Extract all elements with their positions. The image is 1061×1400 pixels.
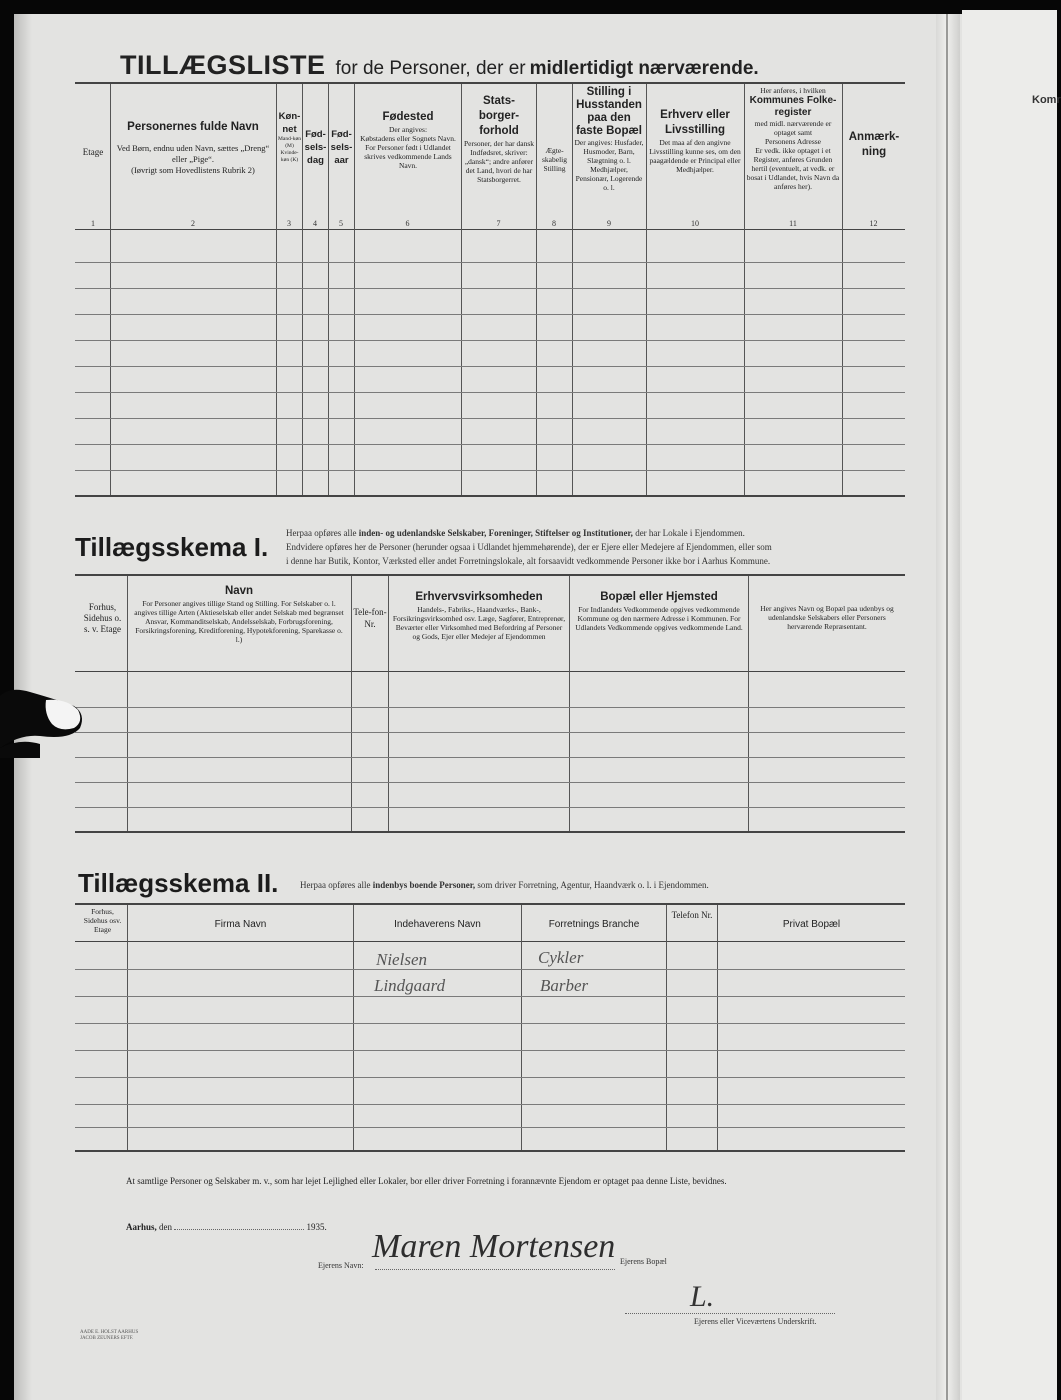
skema2-col-divider <box>521 905 522 1150</box>
table-row-owner: Nielsen <box>376 950 427 969</box>
skema2-col-divider <box>666 905 667 1150</box>
col-num: 4 <box>313 219 317 228</box>
table-row-owner: Lindgaard <box>374 976 446 995</box>
col-num: 11 <box>789 219 797 228</box>
main-col-divider <box>646 84 647 495</box>
col-household: Stilling i Husstanden paa den faste Bopæl Der angives: Husfader, Husmoder, Barn, Slægtning o. l. Medhjælper, Pensionær, Logerende o. l. <box>574 86 644 192</box>
main-col-divider <box>572 84 573 495</box>
table-row-branch: Cykler <box>538 948 584 967</box>
table-row-branch: Barber <box>540 976 589 995</box>
col-num: 5 <box>339 219 343 228</box>
signature-line <box>625 1313 835 1314</box>
facing-page-fragment: Komr <box>1032 94 1061 106</box>
owner-signature: Maren Mortensen <box>372 1228 616 1265</box>
skema2-col-etage: Forhus, Sidehus osv. Etage <box>83 907 122 934</box>
col-birthyear: Fød-sels-aar <box>330 129 353 166</box>
col-remark: Anmærk-ning <box>848 131 900 158</box>
skema2-col-divider <box>353 905 354 1150</box>
thumb-image <box>0 688 84 758</box>
skema1-title: Tillægsskema I. <box>75 532 269 562</box>
col-num: 10 <box>691 219 699 228</box>
col-register: Her anføres, i hvilken Kommunes Folke-register med midl. nærværende er optaget samt Personens Adresse Er vedk. ikke optaget i et Register, anføres Grunden hertil (eventuelt, at vedk. er bosat i Udlandet, hvis Navn da anføres her). <box>746 86 840 191</box>
page-title <box>120 50 759 81</box>
skema2-col-divider <box>127 905 128 1150</box>
skema1-col-repraesentant: Her angives Navn og Bopæl paa udenbys og udenlandske Selskabers eller Personers herværende Repræsentant. <box>760 604 894 631</box>
date-line: Aarhus, den 1935. <box>126 1222 327 1232</box>
col-gender: Køn-net Mand-køn (M) Kvinde-køn (K) <box>278 111 301 163</box>
title-rest: for de Personer, der er <box>335 58 526 79</box>
col-marital: Ægte-skabelig Stilling <box>542 146 567 173</box>
printer-imprint: AADE E. HOLST AARHUS JACOB ZEUNERS EFTF. <box>80 1330 139 1341</box>
signature-label: Ejerens eller Viceværtens Underskrift. <box>694 1317 817 1326</box>
title-bold: TILLÆGSLISTE <box>120 50 326 80</box>
col-etage: Etage <box>82 147 104 157</box>
main-col-divider <box>110 84 111 495</box>
skema1-bottom-rule <box>75 831 905 833</box>
skema1-intro: Herpaa opføres alle inden- og udenlandske Selskaber, Foreninger, Stiftelser og Institutioner, der har Lokale i Ejendommen. Endvidere opføres her de Personer (herunder ogsaa i Udlandet hjemmehørende), der er Ejere eller Medejere af Ejendommen, eller som i denne har Butik, Kontor, Værksted eller andet Forretningslokale, alt forsaavidt vedkommende Personer ikke bor i Aarhus Kommune. <box>286 528 772 566</box>
main-table-bottom-rule <box>75 495 905 497</box>
facing-page <box>962 10 1061 1400</box>
skema1-top-rule <box>75 574 905 576</box>
skema2-col-telefon: Telefon Nr. <box>671 910 713 920</box>
col-num: 9 <box>607 219 611 228</box>
skema1-col-erhverv: Erhvervsvirksomheden Handels-, Fabriks-, Haandværks-, Bank-, Forsikringsvirksomhed osv. Læge, Sagfører, Entreprenør, Beværter eller Virksomhed med Befordring af Personer og Gods, Ejer eller Medejer af Ejendommen <box>392 591 566 641</box>
skema2-col-branche: Forretnings Branche <box>548 919 640 930</box>
owner-name-label: Ejerens Navn: <box>318 1261 364 1270</box>
skema2-col-indehaver: Indehaverens Navn <box>394 919 481 930</box>
skema1-col-bopael: Bopæl eller Hjemsted For Indlandets Vedkommende opgives vedkommende Kommune og den nærmere Adresse i Kommunen. For Udlandets Vedkommende opgives vedkommende Land. <box>575 591 743 632</box>
skema2-col-privat-bopael: Privat Bopæl <box>782 919 841 930</box>
col-citizenship: Stats-borger-forhold Personer, der har dansk Indfødsret, skriver: „dansk“; andre anfører det Land, hvori de har Statsborgerret. <box>463 95 535 184</box>
col-occupation: Erhverv eller Livsstilling Det maa af den angivne Livsstilling kunne ses, om den paagældende er Principal eller Medhjælper. <box>649 109 741 174</box>
col-num: 3 <box>287 219 291 228</box>
skema1-header-rule <box>75 671 905 672</box>
attestation-text: At samtlige Personer og Selskaber m. v., som har lejet Lejlighed eller Lokaler, bor eller driver Forretning i forannævnte Ejendom er optaget paa denne Liste, bevidnes. <box>126 1176 727 1186</box>
skema2-title: Tillægsskema II. <box>78 868 279 898</box>
col-num: 6 <box>405 219 410 228</box>
main-col-divider <box>354 84 355 495</box>
skema2-top-rule <box>75 903 905 905</box>
main-header-bottom-rule <box>75 229 905 230</box>
skema1-col-navn: Navn For Personer angives tillige Stand og Stilling. For Selskaber o. l. angives tillige Arten (Aktieselskab eller andet Selskab med begrænset Ansvar, Kommanditselskab, Andelsselskab, Forbrugsforening, Forsikringsforening, Kreditforening, Hypotekforening, Sparekasse o. l.) <box>134 585 344 644</box>
title-bold-2: midlertidigt nærværende. <box>529 58 759 79</box>
skema1-col-telefon: Tele-fon-Nr. <box>353 607 387 629</box>
owner-name-line <box>375 1269 615 1270</box>
skema2-col-divider <box>717 905 718 1150</box>
col-birthplace: Fødested Der angives: Købstadens eller Sognets Navn. For Personer født i Udlandet skrives vedkommende Lands Navn. <box>360 111 456 170</box>
col-num: 1 <box>91 219 95 228</box>
skema2-bottom-rule <box>75 1150 905 1152</box>
main-col-divider <box>461 84 462 495</box>
skema1-col-etage: Forhus, Sidehus o. s. v. Etage <box>83 602 122 634</box>
col-num: 2 <box>191 219 195 228</box>
book-gutter <box>936 14 960 1400</box>
skema1-col-divider <box>748 576 749 831</box>
col-num: 12 <box>869 219 878 228</box>
col-birthday: Fød-sels-dag <box>304 129 327 166</box>
main-table-top-rule <box>75 82 905 84</box>
col-num: 7 <box>496 219 501 228</box>
owner-address-label: Ejerens Bopæl <box>620 1257 667 1266</box>
skema2-header-rule <box>75 941 905 942</box>
gutter-line <box>946 14 948 1400</box>
skema1-col-divider <box>127 576 128 831</box>
skema1-col-divider <box>569 576 570 831</box>
skema2-intro: Herpaa opføres alle indenbys boende Personer, som driver Forretning, Agentur, Haandværk o. l. i Ejendommen. <box>300 880 709 890</box>
col-name: Personernes fulde Navn Ved Børn, endnu uden Navn, sættes „Dreng“ eller „Pige“. (Iøvrigt som Hovedlistens Rubrik 2) <box>116 121 270 175</box>
signer-initials: L. <box>690 1280 715 1313</box>
col-num: 8 <box>552 219 556 228</box>
skema1-col-divider <box>388 576 389 831</box>
main-col-divider <box>744 84 745 495</box>
skema2-col-firma: Firma Navn <box>214 919 267 930</box>
